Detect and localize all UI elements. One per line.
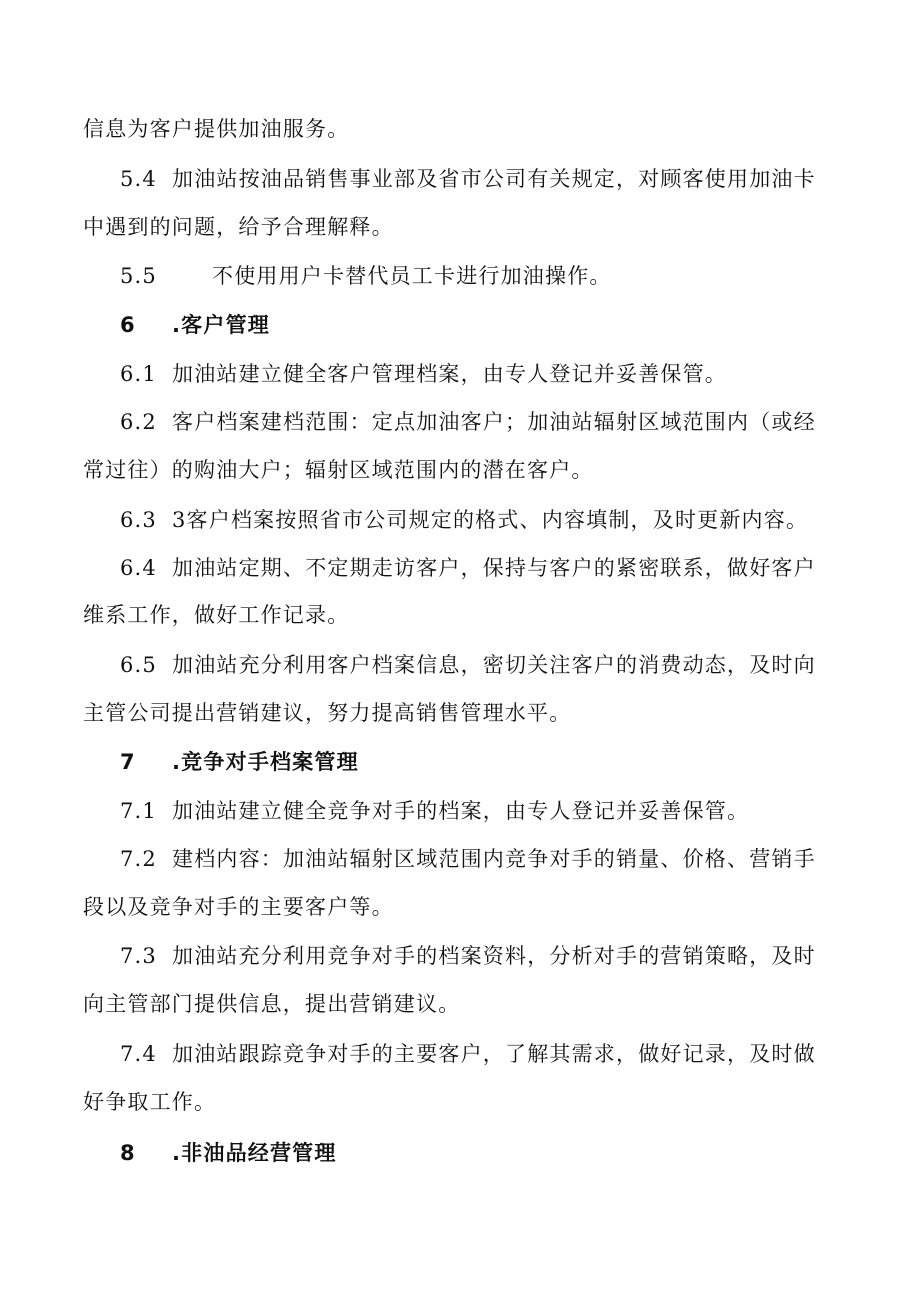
clause-5-5 xyxy=(120,262,920,290)
section-number: 7 xyxy=(120,750,136,774)
section-number: 8 xyxy=(120,1141,136,1165)
clause-text: 加油站按油品销售事业部及省市公司有关规定，对顾客使用加油卡 xyxy=(172,167,816,191)
clause-text: 建档内容：加油站辐射区域范围内竞争对手的销量、价格、营销手 xyxy=(172,847,816,871)
clause-text: 加油站建立健全竞争对手的档案，由专人登记并妥善保管。 xyxy=(172,799,750,823)
clause-number: 5.4 xyxy=(120,167,157,191)
clause-6-1 xyxy=(120,360,920,388)
paragraph-line xyxy=(83,213,920,241)
clause-text: 加油站建立健全客户管理档案，由专人登记并妥善保管。 xyxy=(172,362,727,386)
clause-7-4 xyxy=(120,1040,920,1068)
paragraph-line xyxy=(83,115,920,143)
line-text: 主管公司提出营销建议，努力提高销售管理水平。 xyxy=(83,701,572,725)
clause-number: 6.4 xyxy=(120,556,157,580)
clause-6-2 xyxy=(120,408,920,436)
line-text: 段以及竞争对手的主要客户等。 xyxy=(83,895,394,919)
clause-number: 5.5 xyxy=(120,264,157,288)
clause-6-3 xyxy=(120,506,920,534)
clause-number: 6.1 xyxy=(120,362,157,386)
paragraph-line xyxy=(83,893,920,921)
clause-number: 7.3 xyxy=(120,944,157,968)
paragraph-line xyxy=(83,601,920,629)
line-text: 中遇到的问题，给予合理解释。 xyxy=(83,215,394,239)
clause-5-4 xyxy=(120,165,920,193)
clause-text: 客户档案建档范围：定点加油客户；加油站辐射区域范围内（或经 xyxy=(172,410,816,434)
line-text: 常过往）的购油大户；辐射区域范围内的潜在客户。 xyxy=(83,458,594,482)
clause-text: 不使用用户卡替代员工卡进行加油操作。 xyxy=(212,264,612,288)
section-heading-7 xyxy=(120,748,920,776)
section-title: .非油品经营管理 xyxy=(172,1141,337,1165)
section-title: .竞争对手档案管理 xyxy=(172,750,359,774)
clause-6-5 xyxy=(120,651,920,679)
paragraph-line xyxy=(83,990,920,1018)
line-text: 维系工作，做好工作记录。 xyxy=(83,603,350,627)
clause-text: 3客户档案按照省市公司规定的格式、内容填制，及时更新内容。 xyxy=(172,508,809,532)
clause-text: 加油站定期、不定期走访客户，保持与客户的紧密联系，做好客户 xyxy=(172,556,816,580)
section-title: .客户管理 xyxy=(172,313,270,337)
section-heading-8 xyxy=(120,1139,920,1167)
paragraph-line xyxy=(83,699,920,727)
paragraph-line xyxy=(83,1088,920,1116)
clause-6-4 xyxy=(120,554,920,582)
clause-number: 7.1 xyxy=(120,799,157,823)
clause-text: 加油站充分利用客户档案信息，密切关注客户的消费动态，及时向 xyxy=(172,653,816,677)
clause-text: 加油站跟踪竞争对手的主要客户，了解其需求，做好记录，及时做 xyxy=(172,1042,816,1066)
clause-number: 7.2 xyxy=(120,847,157,871)
clause-number: 6.3 xyxy=(120,508,157,532)
line-text: 好争取工作。 xyxy=(83,1090,217,1114)
clause-7-1 xyxy=(120,797,920,825)
clause-number: 6.5 xyxy=(120,653,157,677)
line-text: 信息为客户提供加油服务。 xyxy=(83,117,350,141)
paragraph-line xyxy=(83,456,920,484)
section-number: 6 xyxy=(120,313,136,337)
clause-7-3 xyxy=(120,942,920,970)
clause-7-2 xyxy=(120,845,920,873)
line-text: 向主管部门提供信息，提出营销建议。 xyxy=(83,992,461,1016)
section-heading-6 xyxy=(120,311,920,339)
clause-number: 7.4 xyxy=(120,1042,157,1066)
clause-number: 6.2 xyxy=(120,410,157,434)
clause-text: 加油站充分利用竞争对手的档案资料，分析对手的营销策略，及时 xyxy=(172,944,816,968)
